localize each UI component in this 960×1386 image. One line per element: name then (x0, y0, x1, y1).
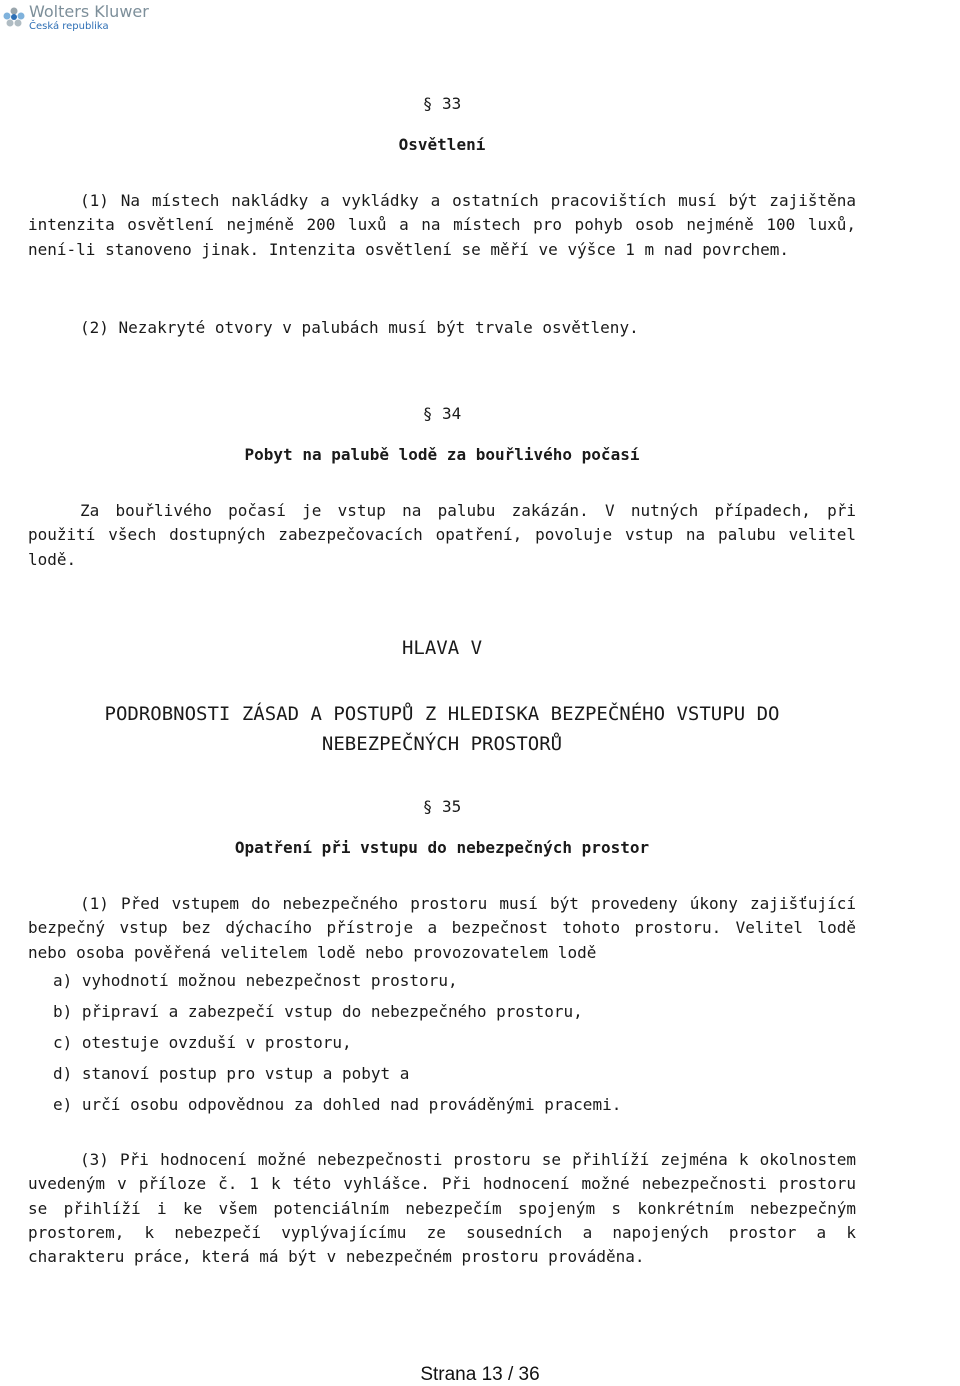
section-33-paragraph-2: (2) Nezakryté otvory v palubách musí být trvale osvětleny. (80, 318, 639, 337)
publisher-logo (2, 3, 149, 37)
list-item: c) otestuje ovzduší v prostoru, (53, 1033, 352, 1052)
list-item: e) určí osobu odpovědnou za dohled nad prováděnými pracemi. (53, 1095, 622, 1114)
section-34-title: Pobyt na palubě lodě za bouřlivého počasí (244, 445, 640, 464)
page-number: Strana 13 / 36 (420, 1364, 540, 1385)
section-35-paragraph-1: (1) Před vstupem do nebezpečného prostoru musí být provedeny úkony zajišťující bezpečný vstup bez dýchacího přístroje a bezpečnost tohoto prostoru. Velitel lodě nebo osoba pověřená velitelem lodě nebo provozovatelem lodě (28, 894, 856, 962)
section-34-paragraph-1: Za bouřlivého počasí je vstup na palubu zakázán. V nutných případech, při použití všech dostupných zabezpečovacích opatření, povoluje vstup na palubu velitel lodě. (28, 501, 856, 569)
wolters-kluwer-logo-icon (2, 3, 26, 33)
section-35-paragraph-3: (3) Při hodnocení možné nebezpečnosti prostoru se přihlíží zejména k okolnostem uvedeným v příloze č. 1 k této vyhlášce. Při hodnocení možné nebezpečnosti prostoru se přihlíží i ke všem potenciálním nebezpečím spojeným s konkrétním nebezpečným prostorem, k nebezpečí vyplývajícímu ze sousedních a napojených prostor a k charakteru práce, která má být v nebezpečném prostoru prováděna. (28, 1150, 856, 1267)
logo-subtitle: Česká republika (29, 21, 109, 32)
logo-name: Wolters Kluwer (29, 2, 149, 21)
section-34-number: § 34 (422, 404, 462, 423)
chapter-title-line-2: NEBEZPEČNÝCH PROSTORŮ (321, 733, 563, 755)
chapter-label: HLAVA V (401, 637, 483, 659)
list-item: d) stanoví postup pro vstup a pobyt a (53, 1064, 410, 1083)
list-item: a) vyhodnotí možnou nebezpečnost prostoru, (53, 971, 458, 990)
section-33-paragraph-1: (1) Na místech nakládky a vykládky a ostatních pracovištích musí být zajištěna intenzita osvětlení nejméně 200 luxů a na místech pro pohyb osob nejméně 100 luxů, není-li stanoveno jinak. Intenzita osvětlení se měří ve výšce 1 m nad povrchem. (28, 191, 856, 259)
section-33-title: Osvětlení (398, 135, 486, 154)
section-35-title: Opatření při vstupu do nebezpečných prostor (234, 838, 650, 857)
section-33-number: § 33 (422, 94, 462, 113)
chapter-title-line-1: PODROBNOSTI ZÁSAD A POSTUPŮ Z HLEDISKA BEZPEČNÉHO VSTUPU DO (104, 703, 780, 725)
section-35-number: § 35 (422, 797, 462, 816)
list-item: b) připraví a zabezpečí vstup do nebezpečného prostoru, (53, 1002, 583, 1021)
